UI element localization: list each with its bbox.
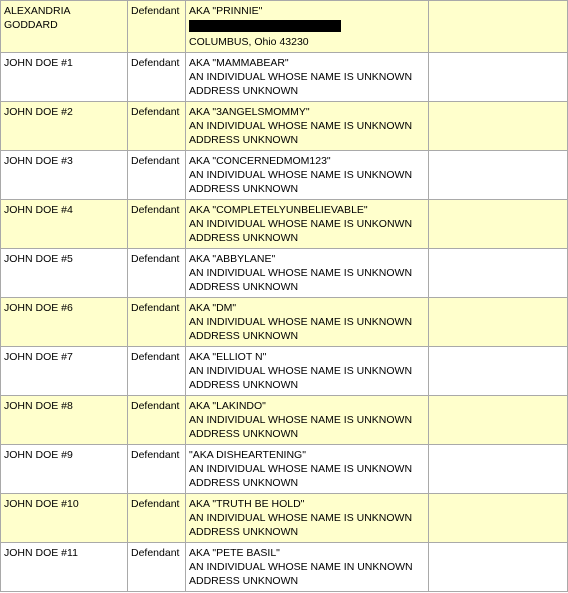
table-row bbox=[1, 445, 568, 494]
party-description: AN INDIVIDUAL WHOSE NAME IS UNKONWN bbox=[189, 218, 413, 230]
table-row bbox=[1, 53, 568, 102]
party-type: Defendant bbox=[128, 347, 186, 396]
party-aka: AKA "LAKINDO" bbox=[189, 400, 266, 412]
party-details bbox=[186, 494, 429, 543]
party-type: Defendant bbox=[128, 543, 186, 592]
table-row bbox=[1, 543, 568, 592]
table-row bbox=[1, 151, 568, 200]
party-description: AN INDIVIDUAL WHOSE NAME IS UNKNOWN bbox=[189, 414, 413, 426]
party-name: JOHN DOE #1 bbox=[1, 53, 128, 102]
party-address: ADDRESS UNKNOWN bbox=[189, 85, 299, 97]
party-details bbox=[186, 53, 429, 102]
party-address: ADDRESS UNKNOWN bbox=[189, 134, 299, 146]
party-address: ADDRESS UNKNOWN bbox=[189, 281, 299, 293]
table-row bbox=[1, 347, 568, 396]
party-aka: AKA "PRINNIE" bbox=[189, 5, 263, 17]
table-row bbox=[1, 494, 568, 543]
party-type: Defendant bbox=[128, 445, 186, 494]
party-description: AN INDIVIDUAL WHOSE NAME IS UNKNOWN bbox=[189, 463, 413, 475]
party-type: Defendant bbox=[128, 200, 186, 249]
party-details bbox=[186, 249, 429, 298]
empty-cell bbox=[429, 200, 568, 249]
party-name: JOHN DOE #10 bbox=[1, 494, 128, 543]
empty-cell bbox=[429, 151, 568, 200]
empty-cell bbox=[429, 102, 568, 151]
party-address: ADDRESS UNKNOWN bbox=[189, 379, 299, 391]
party-name: JOHN DOE #7 bbox=[1, 347, 128, 396]
party-aka: AKA "COMPLETELYUNBELIEVABLE" bbox=[189, 204, 368, 216]
empty-cell bbox=[429, 1, 568, 53]
party-aka: AKA "ABBYLANE" bbox=[189, 253, 276, 265]
party-address: ADDRESS UNKNOWN bbox=[189, 428, 299, 440]
party-type: Defendant bbox=[128, 102, 186, 151]
party-name: JOHN DOE #4 bbox=[1, 200, 128, 249]
party-type: Defendant bbox=[128, 396, 186, 445]
empty-cell bbox=[429, 298, 568, 347]
party-name: JOHN DOE #9 bbox=[1, 445, 128, 494]
party-aka: AKA "ELLIOT N" bbox=[189, 351, 267, 363]
party-aka: "AKA DISHEARTENING" bbox=[189, 449, 306, 461]
party-name: JOHN DOE #8 bbox=[1, 396, 128, 445]
party-description: AN INDIVIDUAL WHOSE NAME IS UNKNOWN bbox=[189, 169, 413, 181]
empty-cell bbox=[429, 543, 568, 592]
party-type: Defendant bbox=[128, 298, 186, 347]
party-aka: AKA "CONCERNEDMOM123" bbox=[189, 155, 331, 167]
party-description: AN INDIVIDUAL WHOSE NAME IS UNKNOWN bbox=[189, 316, 413, 328]
party-aka: AKA "DM" bbox=[189, 302, 237, 314]
party-address: ADDRESS UNKNOWN bbox=[189, 330, 299, 342]
party-aka: AKA "3ANGELSMOMMY" bbox=[189, 106, 310, 118]
empty-cell bbox=[429, 396, 568, 445]
party-description: AN INDIVIDUAL WHOSE NAME IS UNKNOWN bbox=[189, 512, 413, 524]
party-type: Defendant bbox=[128, 494, 186, 543]
empty-cell bbox=[429, 494, 568, 543]
party-name: JOHN DOE #2 bbox=[1, 102, 128, 151]
party-details bbox=[186, 396, 429, 445]
table-row bbox=[1, 298, 568, 347]
table-row bbox=[1, 396, 568, 445]
table-row bbox=[1, 1, 568, 53]
party-address: ADDRESS UNKNOWN bbox=[189, 232, 299, 244]
party-details bbox=[186, 347, 429, 396]
party-details bbox=[186, 102, 429, 151]
party-description: AN INDIVIDUAL WHOSE NAME IS UNKNOWN bbox=[189, 365, 413, 377]
party-name: JOHN DOE #6 bbox=[1, 298, 128, 347]
party-type: Defendant bbox=[128, 249, 186, 298]
party-address: ADDRESS UNKNOWN bbox=[189, 526, 299, 538]
table-row bbox=[1, 102, 568, 151]
party-name: ALEXANDRIA GODDARD bbox=[1, 1, 128, 53]
party-address: ADDRESS UNKNOWN bbox=[189, 477, 299, 489]
party-name: JOHN DOE #3 bbox=[1, 151, 128, 200]
party-type: Defendant bbox=[128, 53, 186, 102]
table-row bbox=[1, 200, 568, 249]
party-description: AN INDIVIDUAL WHOSE NAME IN UNKNOWN bbox=[189, 561, 413, 573]
party-name: JOHN DOE #11 bbox=[1, 543, 128, 592]
empty-cell bbox=[429, 53, 568, 102]
party-type: Defendant bbox=[128, 151, 186, 200]
empty-cell bbox=[429, 249, 568, 298]
party-address: ADDRESS UNKNOWN bbox=[189, 183, 299, 195]
party-name: JOHN DOE #5 bbox=[1, 249, 128, 298]
party-description: AN INDIVIDUAL WHOSE NAME IS UNKNOWN bbox=[189, 71, 413, 83]
empty-cell bbox=[429, 347, 568, 396]
party-description: AN INDIVIDUAL WHOSE NAME IS UNKNOWN bbox=[189, 267, 413, 279]
party-details bbox=[186, 298, 429, 347]
party-details bbox=[186, 543, 429, 592]
empty-cell bbox=[429, 445, 568, 494]
party-details bbox=[186, 200, 429, 249]
party-type: Defendant bbox=[128, 1, 186, 53]
party-description: AN INDIVIDUAL WHOSE NAME IS UNKNOWN bbox=[189, 120, 413, 132]
party-details bbox=[186, 445, 429, 494]
party-aka: AKA "TRUTH BE HOLD" bbox=[189, 498, 305, 510]
party-city: COLUMBUS, Ohio 43230 bbox=[189, 36, 309, 48]
party-details bbox=[186, 151, 429, 200]
party-aka: AKA "MAMMABEAR" bbox=[189, 57, 289, 69]
redacted-address-bar bbox=[189, 20, 341, 32]
party-details bbox=[186, 1, 429, 53]
table-row bbox=[1, 249, 568, 298]
party-aka: AKA "PETE BASIL" bbox=[189, 547, 280, 559]
party-address: ADDRESS UNKNOWN bbox=[189, 575, 299, 587]
